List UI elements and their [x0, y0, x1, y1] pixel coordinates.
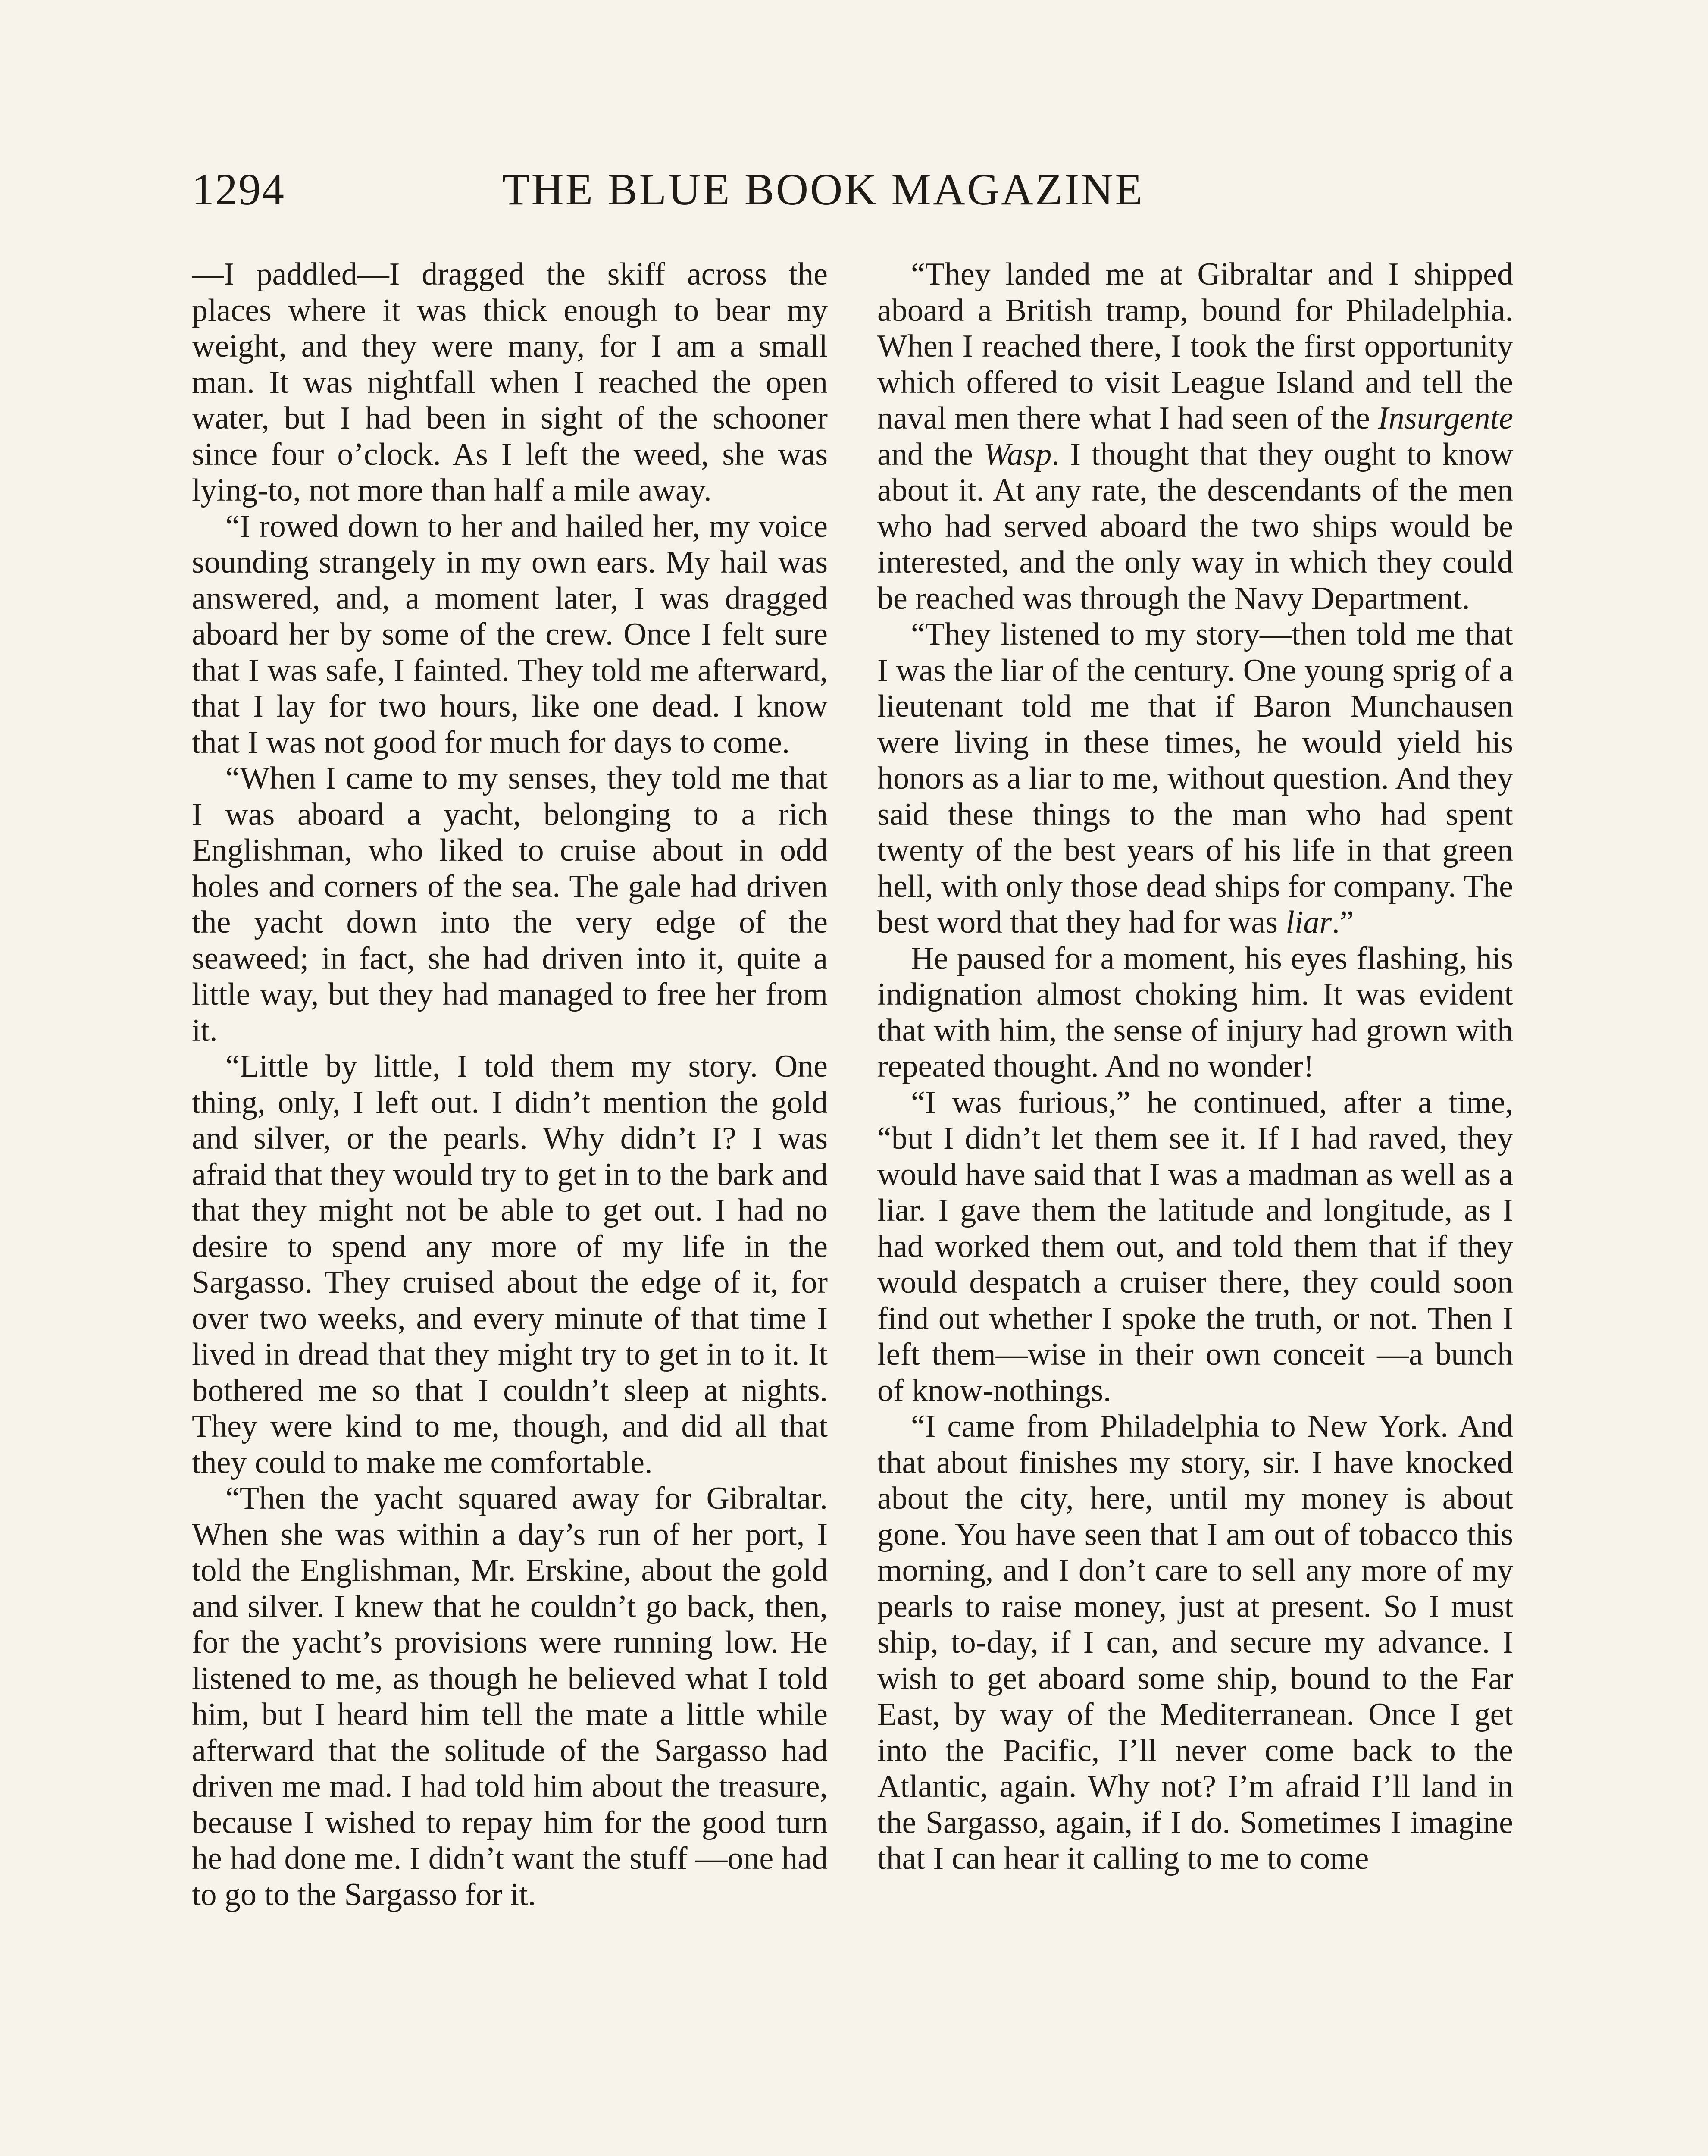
paragraph: “I was furious,” he continued, after a time, “but I didn’t let them see it. If I had raved, they would have said that I was a madman as well as a liar. I gave them the latitude and longitude, as I had worked them out, and told them that if they would despatch a cruiser there, they could soon find out whether I spoke the truth, or not. Then I left them—wise in their own conceit —a bunch of know-nothings. [877, 1084, 1513, 1408]
paragraph: “I came from Philadelphia to New York. And that about finishes my story, sir. I have knocked about the city, here, until my money is about gone. You have seen that I am out of tobacco this morning, and I don’t care to sell any more of my pearls to raise money, just at present. So I must ship, to-day, if I can, and secure my advance. I wish to get aboard some ship, bound to the Far East, by way of the Mediterranean. Once I get into the Pacific, I’ll never come back to the Atlantic, again. Why not? I’m afraid I’ll land in the Sargasso, again, if I do. Sometimes I imagine that I can hear it calling to me to come [877, 1409, 1513, 1876]
ship-name: Insurgente [1378, 401, 1513, 436]
ship-name: Wasp [983, 436, 1052, 472]
paragraph: “When I came to my senses, they told me that I was aboard a yacht, belonging to a rich Englishman, who liked to cruise about in odd holes and corners of the sea. The gale had driven the yacht down into the very edge of the seaweed; in fact, she had driven into it, quite a little way, but they had managed to free her from it. [192, 761, 828, 1048]
paragraph-text: “They listened to my story—then told me that I was the liar of the century. One young sprig of a lieutenant told me that if Baron Munchausen were living in these times, he would yield his honors as a liar to me, without question. And they said these things to the man who had spent twenty of the best years of his life in that green hell, with only those dead ships for company. The best word that they had for was [877, 617, 1513, 940]
page-header [192, 164, 1209, 224]
paragraph [877, 617, 1513, 941]
paragraph: He paused for a moment, his eyes flashing, his indignation almost choking him. It was evident that with him, the sense of injury had grown with repeated thought. And no wonder! [877, 940, 1513, 1084]
emphasized-word: liar [1286, 905, 1332, 940]
paragraph [877, 257, 1513, 617]
left-text-column [192, 257, 828, 2156]
paragraph-text: and the [877, 436, 984, 472]
page-number: 1294 [192, 165, 285, 214]
paragraph: “Little by little, I told them my story. One thing, only, I left out. I didn’t mention the gold and silver, or the pearls. Why didn’t I? I was afraid that they would try to get in to the bark and that they might not be able to get out. I had no desire to spend any more of my life in the Sargasso. They cruised about the edge of it, for over two weeks, and every minute of that time I lived in dread that they might try to get in to it. It bothered me so that I couldn’t sleep at nights. They were kind to me, though, and did all that they could to make me comfortable. [192, 1049, 828, 1480]
running-title: THE BLUE BOOK MAGAZINE [502, 165, 1144, 214]
paragraph-text: “They landed me at Gibraltar and I shipped aboard a British tramp, bound for Philadelphia. When I reached there, I took the first opportunity which offered to visit League Island and tell the naval men there what I had seen of the [877, 257, 1513, 436]
paragraph: “Then the yacht squared away for Gibraltar. When she was within a day’s run of her port, I told the Englishman, Mr. Erskine, about the gold and silver. I knew that he couldn’t go back, then, for the yacht’s provisions were running low. He listened to me, as though he believed what I told him, but I heard him tell the mate a little while afterward that the solitude of the Sargasso had driven me mad. I had told him about the treasure, because I wished to repay him for the good turn he had done me. I didn’t want the stuff —one had to go to the Sargasso for it. [192, 1481, 828, 1912]
paragraph-text: .” [1332, 905, 1354, 940]
paragraph: “I rowed down to her and hailed her, my voice sounding strangely in my own ears. My hail was answered, and, a moment later, I was dragged aboard her by some of the crew. Once I felt sure that I was safe, I fainted. They told me afterward, that I lay for two hours, like one dead. I know that I was not good for much for days to come. [192, 508, 828, 760]
paragraph: —I paddled—I dragged the skiff across the places where it was thick enough to bear my weight, and they were many, for I am a small man. It was nightfall when I reached the open water, but I had been in sight of the schooner since four o’clock. As I left the weed, she was lying-to, not more than half a mile away. [192, 257, 828, 508]
paragraph-text: . I thought that they ought to know about it. At any rate, the descendants of the men who had served aboard the two ships would be interested, and the only way in which they could be reached was through the Navy Department. [877, 436, 1513, 616]
right-text-column [877, 257, 1513, 2156]
